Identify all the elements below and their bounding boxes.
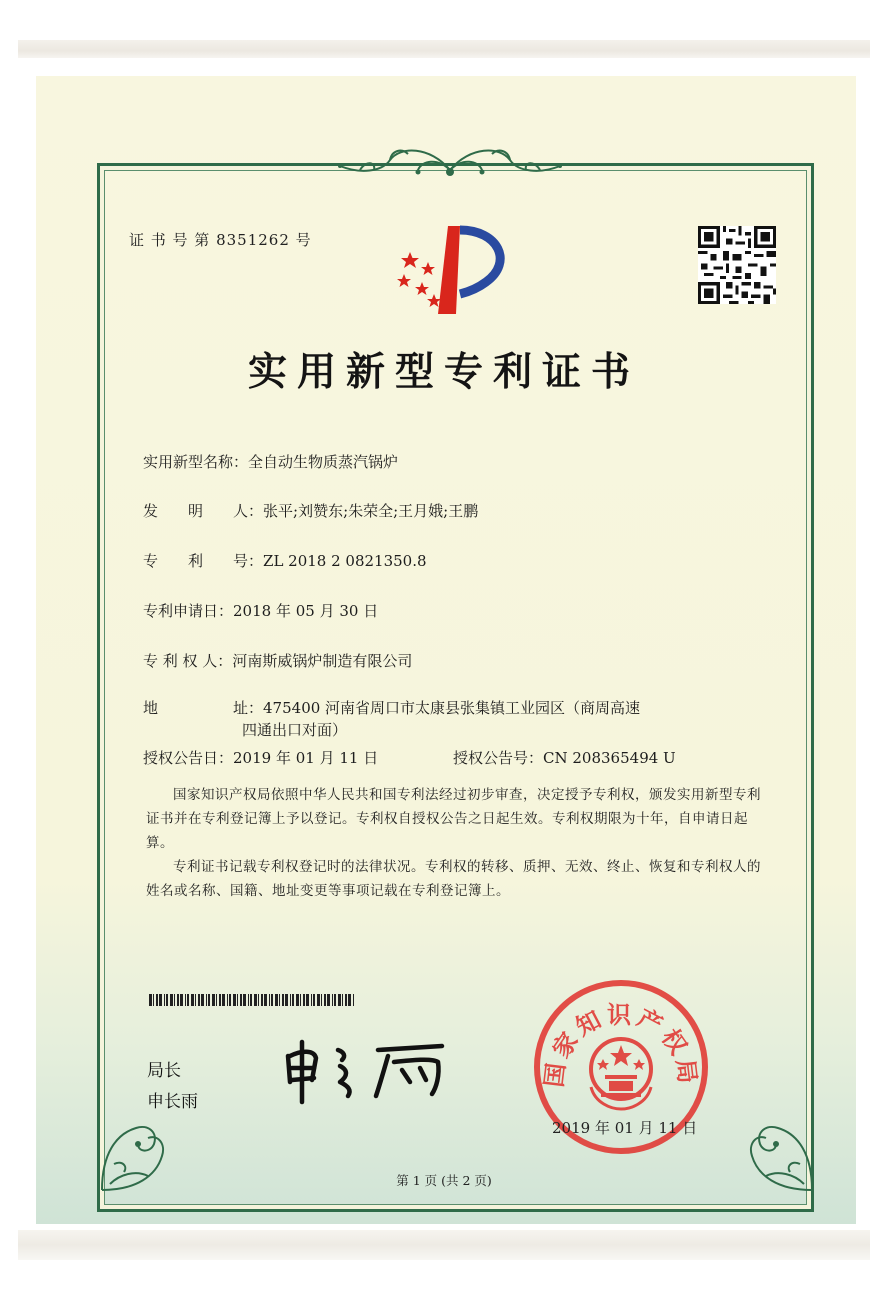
inventor-value: 张平;刘赞东;朱荣全;王月娥;王鹏 [263,502,479,520]
barcode-icon [149,994,357,1006]
certificate-title: 实用新型专利证书 [247,349,640,395]
patentee-row [143,650,412,671]
grant-date-row [143,747,378,768]
signatory-name: 申长雨 [147,1092,198,1112]
inventor-label: 发 明 人： [143,502,264,520]
certificate-number: 证 书 号 第 8351262 号 [129,231,312,249]
application-date-row [143,600,378,621]
handwritten-signature-icon [282,1036,462,1106]
legal-paragraph-2: 专利证书记载专利权登记时的法律状况。专利权的转移、质押、无效、终止、恢复和专利权人的姓名或名称、国籍、地址变更等事项记载在专利登记簿上。 [146,859,761,899]
seal-date: 2019 年 01 月 11 日 [552,1119,698,1137]
address-value-line2: 四通出口对面） [242,721,348,739]
patent-number-row [143,550,427,571]
utility-model-name-label: 实用新型名称： [143,453,249,471]
patent-number-label: 专 利 号： [143,552,264,570]
signatory-title: 局长 [147,1061,181,1081]
utility-model-name-value: 全自动生物质蒸汽锅炉 [248,453,399,471]
address-row [143,697,640,718]
scan-edge-top [18,40,870,58]
grant-number-label: 授权公告号： [453,749,544,767]
application-date-value: 2018 年 05 月 30 日 [233,602,379,620]
scan-edge-bottom [18,1230,870,1260]
grant-date-label: 授权公告日： [143,749,234,767]
patentee-value: 河南斯威锅炉制造有限公司 [232,652,413,670]
grant-number-value: CN 208365494 U [543,749,676,767]
address-value-line1: 475400 河南省周口市太康县张集镇工业园区（商周高速 [263,699,641,717]
ornament-scroll-icon [330,140,570,188]
legal-paragraph-1: 国家知识产权局依照中华人民共和国专利法经过初步审查，决定授予专利权，颁发实用新型专利证书并在专利登记簿上予以登记。专利权自授权公告之日起生效。专利权期限为十年，自申请日起算。 [146,787,761,851]
seal-text: 国家知识产权局 [539,1001,703,1089]
application-date-label: 专利申请日： [143,602,234,620]
utility-model-name-row [143,451,398,472]
patent-office-logo-icon [390,222,520,318]
address-label: 地 址： [143,699,264,717]
grant-number-row [453,747,676,768]
qr-code-icon [697,226,777,304]
page-indicator: 第 1 页 (共 2 页) [396,1173,492,1188]
grant-date-value: 2019 年 01 月 11 日 [233,749,379,767]
patent-number-value: ZL 2018 2 0821350.8 [263,552,427,570]
inventor-row [143,500,478,521]
patentee-label: 专 利 权 人： [143,652,233,670]
